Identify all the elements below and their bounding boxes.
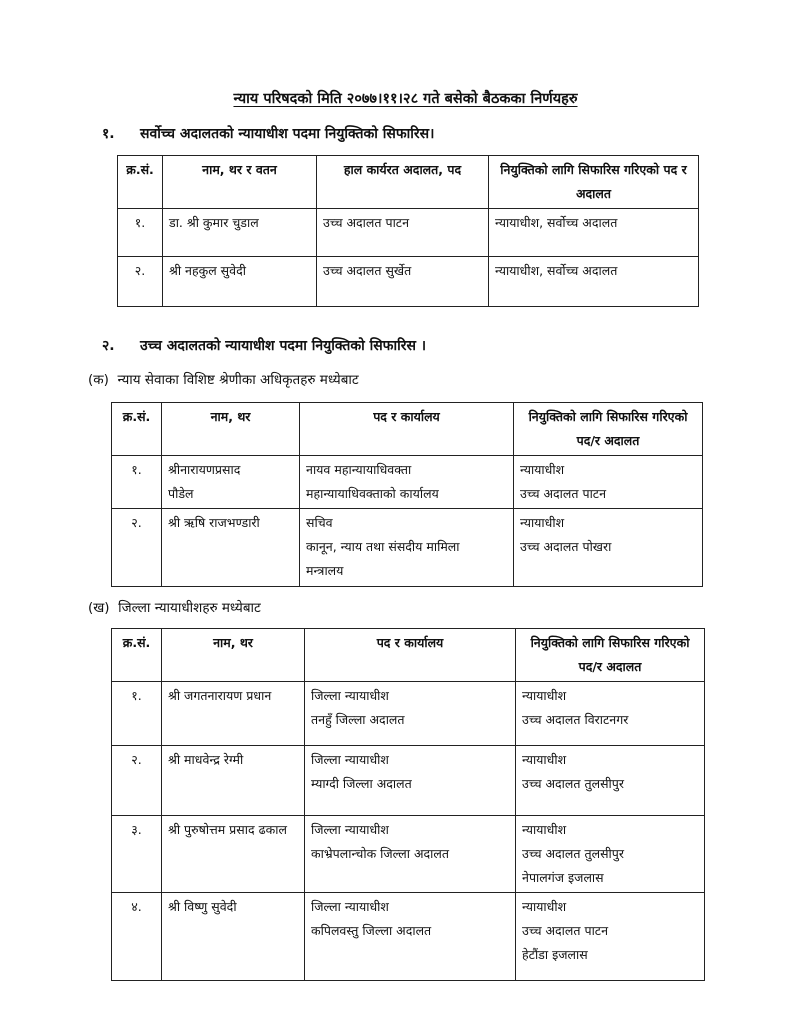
subsection-kha-title: जिल्ला न्यायाधीशहरु मध्येबाट — [118, 600, 261, 616]
table-row — [112, 746, 705, 816]
table-header-row — [112, 403, 703, 456]
table-row — [112, 682, 705, 746]
subsection-ka-label: (क) — [88, 372, 109, 388]
row-name: श्री ऋषि राजभण्डारी — [162, 509, 300, 587]
section-1-title: सर्वोच्च अदालतको न्यायाधीश पदमा नियुक्तिको सिफारिस। — [140, 126, 435, 142]
section-1-heading — [102, 124, 434, 143]
row-sn: ४. — [112, 893, 162, 981]
header-post: पद र कार्यालय — [305, 629, 516, 682]
row-recommended: न्यायाधीश उच्च अदालत पाटन हेटौंडा इजलास — [516, 893, 705, 981]
subsection-kha-label: (ख) — [88, 600, 110, 616]
row-name: श्री जगतनारायण प्रधान — [162, 682, 305, 746]
page-title: न्याय परिषदको मिति २०७७।११।२८ गते बसेको बैठकका निर्णयहरु — [233, 91, 578, 107]
row-recommended: न्यायाधीश उच्च अदालत तुलसीपुर — [516, 746, 705, 816]
row-post: जिल्ला न्यायाधीश म्याग्दी जिल्ला अदालत — [305, 746, 516, 816]
row-recommended: न्यायाधीश उच्च अदालत विराटनगर — [516, 682, 705, 746]
section-2-heading — [102, 336, 426, 355]
row-current: उच्च अदालत सुर्खेत — [317, 257, 489, 307]
row-recommended: न्यायाधीश उच्च अदालत तुलसीपुर नेपालगंज इजलास — [516, 816, 705, 893]
row-post: जिल्ला न्यायाधीश काभ्रेपलान्चोक जिल्ला अदालत — [305, 816, 516, 893]
row-name: श्री विष्णु सुवेदी — [162, 893, 305, 981]
district-judges-table — [111, 628, 705, 981]
row-sn: १. — [112, 682, 162, 746]
row-post: नायव महान्यायाधिवक्ता महान्यायाधिवक्ताको कार्यालय — [300, 456, 514, 509]
subsection-ka-title: न्याय सेवाका विशिष्ट श्रेणीका अधिकृतहरु मध्येबाट — [117, 372, 359, 388]
row-recommended: न्यायाधीश उच्च अदालत पाटन — [514, 456, 703, 509]
row-post: सचिव कानून, न्याय तथा संसदीय मामिला मन्त्रालय — [300, 509, 514, 587]
table-row — [112, 456, 703, 509]
subsection-kha-heading — [88, 598, 261, 616]
section-2-title: उच्च अदालतको न्यायाधीश पदमा नियुक्तिको सिफारिस । — [140, 338, 427, 354]
supreme-court-table — [117, 155, 699, 307]
header-sn: क्र.सं. — [118, 156, 163, 209]
row-sn: २. — [112, 746, 162, 816]
row-name: श्री पुरुषोत्तम प्रसाद ढकाल — [162, 816, 305, 893]
header-recommended: नियुक्तिको लागि सिफारिस गरिएको पद/र अदालत — [516, 629, 705, 682]
row-recommended: न्यायाधीश उच्च अदालत पोखरा — [514, 509, 703, 587]
header-name: नाम, थर — [162, 629, 305, 682]
header-sn: क्र.सं. — [112, 403, 162, 456]
header-recommended: नियुक्तिको लागि सिफारिस गरिएको पद/र अदालत — [514, 403, 703, 456]
row-post: जिल्ला न्यायाधीश कपिलवस्तु जिल्ला अदालत — [305, 893, 516, 981]
table-row — [118, 257, 699, 307]
table-row — [118, 209, 699, 257]
row-sn: १. — [118, 209, 163, 257]
row-recommended: न्यायाधीश, सर्वोच्च अदालत — [489, 257, 699, 307]
subsection-ka-heading — [88, 370, 359, 388]
row-post: जिल्ला न्यायाधीश तनहुँ जिल्ला अदालत — [305, 682, 516, 746]
section-2-number: २. — [102, 338, 115, 354]
row-current: उच्च अदालत पाटन — [317, 209, 489, 257]
header-sn: क्र.सं. — [112, 629, 162, 682]
section-1-number: १. — [102, 126, 115, 142]
row-recommended: न्यायाधीश, सर्वोच्च अदालत — [489, 209, 699, 257]
row-sn: ३. — [112, 816, 162, 893]
table-header-row — [112, 629, 705, 682]
judicial-officers-table — [111, 402, 703, 587]
table-header-row — [118, 156, 699, 209]
row-name: डा. श्री कुमार चुडाल — [163, 209, 317, 257]
header-post: पद र कार्यालय — [300, 403, 514, 456]
header-name: नाम, थर र वतन — [163, 156, 317, 209]
row-sn: १. — [112, 456, 162, 509]
table-row — [112, 893, 705, 981]
header-recommended: नियुक्तिको लागि सिफारिस गरिएको पद र अदालत — [489, 156, 699, 209]
table-row — [112, 509, 703, 587]
row-name: श्री नहकुल सुवेदी — [163, 257, 317, 307]
header-current: हाल कार्यरत अदालत, पद — [317, 156, 489, 209]
row-name: श्री माधवेन्द्र रेग्मी — [162, 746, 305, 816]
row-sn: २. — [112, 509, 162, 587]
table-row — [112, 816, 705, 893]
row-sn: २. — [118, 257, 163, 307]
header-name: नाम, थर — [162, 403, 300, 456]
row-name: श्रीनारायणप्रसाद पौडेल — [162, 456, 300, 509]
